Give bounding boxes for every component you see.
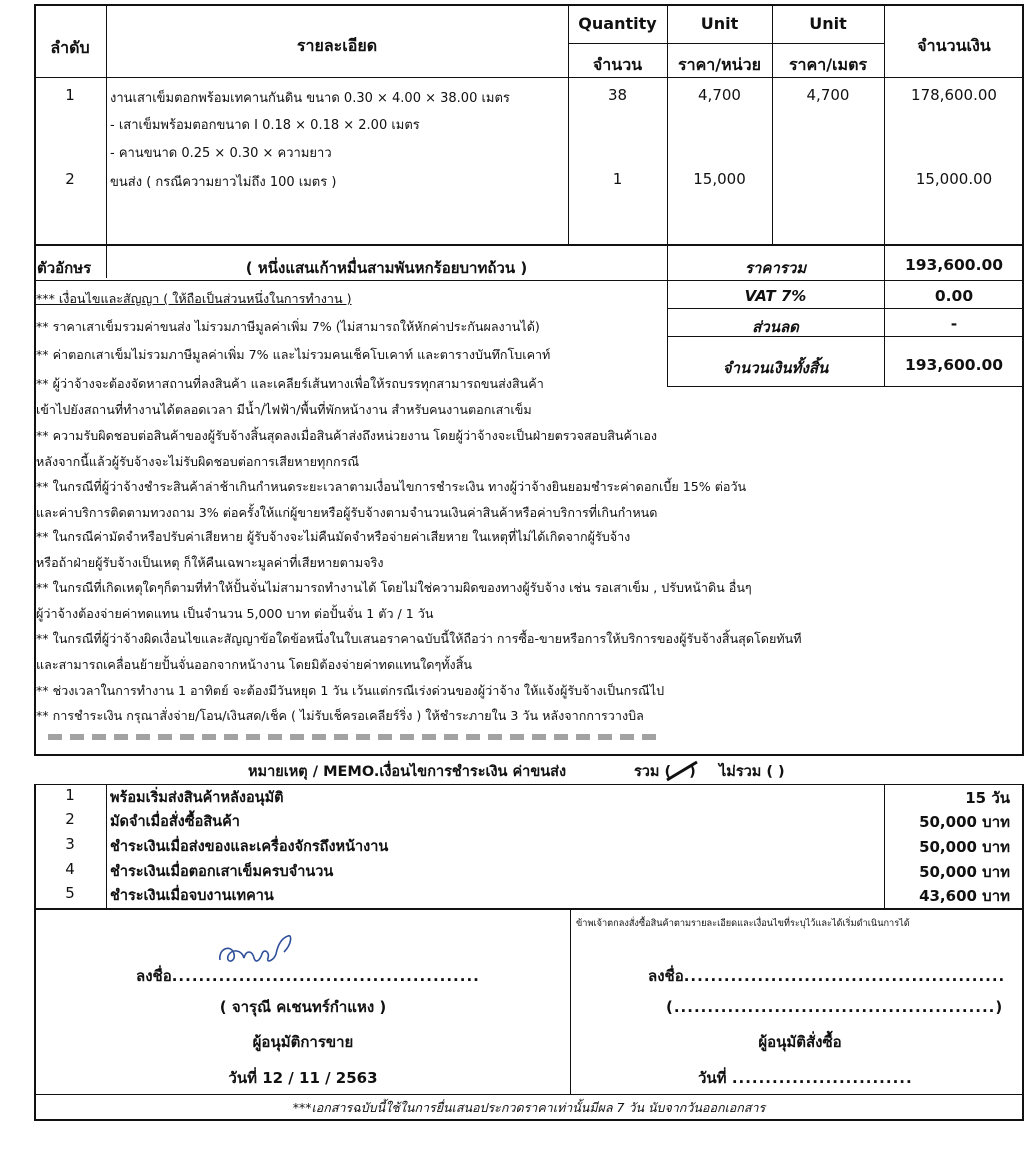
condition-line: หรือถ้าฝ่ายผู้รับจ้างเป็นเหตุ ก็ให้คืนเฉพาะมูลค่าที่เสียหายตามจริง xyxy=(36,555,384,570)
item-qty: 38 xyxy=(607,86,628,104)
memo-included-close: ) xyxy=(689,764,696,780)
condition-line: และค่าบริการติดตามทวงถาม 3% ต่อครั้งให้แก่ผู้ขายหรือผู้รับจ้างตามจำนวนเงินค่าสินค้าหรือค่าบริการที่เกินกำหนด xyxy=(36,505,658,520)
vat-value: 0.00 xyxy=(934,287,974,305)
col-line xyxy=(568,6,569,244)
memo-right-border xyxy=(1022,784,1024,908)
memo-value: 15 วัน xyxy=(965,789,1010,807)
right-signer-name-line: (................................................) xyxy=(666,998,1004,1016)
item-unit-price: 4,700 xyxy=(698,86,741,104)
subtotal-label: ราคารวม xyxy=(744,259,807,277)
bottom-border xyxy=(34,1119,1024,1121)
item-meter-price: 4,700 xyxy=(806,86,850,104)
subtotal-value: 193,600.00 xyxy=(904,256,1004,274)
words-bottom-line xyxy=(34,280,1024,281)
header-unit-en: Unit xyxy=(700,14,739,33)
memo-value: 43,600 บาท xyxy=(919,887,1010,905)
memo-excluded: ไม่รวม ( ) xyxy=(719,764,785,780)
condition-line: ผู้ว่าจ้างต้องจ่ายค่าทดแทน เป็นจำนวน 5,000 บาท ต่อปั้นจั่น 1 ตัว / 1 วัน xyxy=(36,606,434,621)
memo-no: 3 xyxy=(65,835,75,853)
header-qty-en: Quantity xyxy=(578,14,657,33)
condition-line: ** ช่วงเวลาในการทำงาน 1 อาทิตย์ จะต้องมีวันหยุด 1 วัน เว้นแต่กรณีเร่งด่วนของผู้ว่าจ้าง ให้แจ้งผู้รับจ้างเป็นกรณีไป xyxy=(36,683,665,698)
right-signer-role: ผู้อนุมัติสั่งซื้อ xyxy=(758,1033,842,1051)
buyer-agreement-note: ข้าพเจ้าตกลงสั่งซื้อสินค้าตามรายละเอียดและเงื่อนไขที่ระบุไว้และได้เริ่มดำเนินการได้ xyxy=(576,918,910,929)
vat-label: VAT 7% xyxy=(744,287,807,305)
memo-text: ชำระเงินเมื่อจบงานเทคาน xyxy=(110,888,274,904)
obscured-text xyxy=(48,734,658,740)
col-line xyxy=(772,6,773,244)
memo-text: ชำระเงินเมื่อส่งของและเครื่องจักรถึงหน้างาน xyxy=(110,839,389,855)
condition-line: ** ความรับผิดชอบต่อสินค้าของผู้รับจ้างสิ้นสุดลงเมื่อสินค้าส่งถึงหน่วยงาน โดยผู้ว่าจ้างจะเป็นฝ่ายตรวจสอบสินค้าเอง xyxy=(36,428,658,443)
header-split-line xyxy=(568,43,884,44)
left-signer-role: ผู้อนุมัติการขาย xyxy=(252,1033,354,1051)
sign-right-border xyxy=(1022,908,1024,1120)
right-sign-line xyxy=(648,964,1005,988)
memo-no: 4 xyxy=(65,860,75,878)
item-detail: งานเสาเข็มตอกพร้อมเทคานกันดิน ขนาด 0.30 × 4.00 × 38.00 เมตร xyxy=(110,91,510,106)
conditions-heading: *** เงื่อนไขและสัญญา ( ให้ถือเป็นส่วนหนึ่งในการทำงาน ) xyxy=(36,291,352,306)
left-sign-line xyxy=(136,964,480,988)
header-qty-th: จำนวน xyxy=(592,55,643,74)
memo-no: 2 xyxy=(65,810,75,828)
footer-note: ***เอกสารฉบับนี้ใช้ในการยื่นเสนอประกวดราคาเท่านั้นมีผล 7 วัน นับจากวันออกเอกสาร xyxy=(292,1100,766,1115)
condition-line: หลังจากนี้แล้วผู้รับจ้างจะไม่รับผิดชอบต่อการเสียหายทุกกรณี xyxy=(36,454,360,469)
condition-line: เข้าไปยังสถานที่ทำงานได้ตลอดเวลา มีน้ำ/ไฟฟ้า/พื้นที่พักหน้างาน สำหรับคนงานตอกเสาเข็ม xyxy=(36,402,532,417)
memo-value: 50,000 บาท xyxy=(919,863,1010,881)
condition-line: ** การชำระเงิน กรุณาสั่งจ่าย/โอน/เงินสด/เช็ค ( ไม่รับเช็ครอเคลียร์ริ่ง ) ให้ชำระภายใน 3 วัน หลังจากการวางบิล xyxy=(36,708,644,723)
condition-line: ** ในกรณีที่ผู้ว่าจ้างผิดเงื่อนไขและสัญญาข้อใดข้อหนึ่งในใบเสนอราคาฉบับนี้ให้ถือว่า การซื้อ-ขายหรือการให้บริการของผู้รับจ้างสิ้นสุดโดยทันที xyxy=(36,631,802,646)
memo-text: ชำระเงินเมื่อตอกเสาเข็มครบจำนวน xyxy=(110,864,334,880)
top-border xyxy=(34,4,1024,6)
header-amount: จำนวนเงิน xyxy=(917,36,991,55)
memo-col-line xyxy=(106,784,107,908)
grand-total-value: 193,600.00 xyxy=(904,356,1004,374)
condition-line: ** ค่าตอกเสาเข็มไม่รวมภาษีมูลค่าเพิ่ม 7% และไม่รวมคนเช็คโบเคาท์ และตารางบันทึกโบเคาท์ xyxy=(36,347,551,362)
right-sign-dots: ................................................ xyxy=(683,967,1006,985)
header-detail: รายละเอียด xyxy=(296,36,378,55)
grand-total-label: จำนวนเงินทั้งสิ้น xyxy=(722,359,829,377)
totals-line xyxy=(667,308,1024,309)
item-unit-price: 15,000 xyxy=(693,170,746,188)
right-border xyxy=(1022,4,1024,756)
left-sign-label: ลงชื่อ xyxy=(136,967,172,985)
right-date-dots: ........................... xyxy=(731,1069,913,1087)
items-bottom-line xyxy=(34,244,1024,246)
condition-line: ** ผู้ว่าจ้างจะต้องจัดหาสถานที่ลงสินค้า และเคลียร์เส้นทางเพื่อให้รถบรรทุกสามารถขนส่งสินค้า xyxy=(36,376,544,391)
item-no: 1 xyxy=(65,86,75,104)
item-detail: - คานขนาด 0.25 × 0.30 × ความยาว xyxy=(110,146,332,161)
right-date-label: วันที่ xyxy=(698,1069,727,1087)
memo-text: มัดจำเมื่อสั่งซื้อสินค้า xyxy=(110,814,240,830)
sign-top-line xyxy=(34,908,1024,910)
memo-title: หมายเหตุ / MEMO.เงื่อนไขการชำระเงิน ค่าขนส่ง xyxy=(248,764,567,780)
memo-included-open: รวม ( xyxy=(634,764,672,780)
left-sign-dots: .............................................. xyxy=(171,967,480,985)
left-signer-name: ( จารุณี คเชนทร์กำแหง ) xyxy=(219,998,387,1016)
discount-label: ส่วนลด xyxy=(752,318,799,336)
item-detail: ขนส่ง ( กรณีความยาวไม่ถึง 100 เมตร ) xyxy=(110,175,337,190)
header-meter-th: ราคา/เมตร xyxy=(788,55,868,74)
right-sign-date xyxy=(698,1066,913,1090)
discount-value: - xyxy=(950,315,958,333)
header-no: ลำดับ xyxy=(50,38,90,57)
memo-value: 50,000 บาท xyxy=(919,813,1010,831)
condition-line: ** ในกรณีค่ามัดจำหรือปรับค่าเสียหาย ผู้รับจ้างจะไม่คืนมัดจำหรือจ่ายค่าเสียหาย ในเหตุที่ไม่ได้เกิดจากผู้รับจ้าง xyxy=(36,529,631,544)
left-sign-date: วันที่ 12 / 11 / 2563 xyxy=(228,1069,378,1087)
memo-top-line xyxy=(34,754,1024,756)
memo-no: 1 xyxy=(65,786,75,804)
sign-divider xyxy=(570,908,571,1094)
item-amount: 15,000.00 xyxy=(915,170,993,188)
item-detail: - เสาเข็มพร้อมตอกขนาด I 0.18 × 0.18 × 2.00 เมตร xyxy=(110,118,420,133)
condition-line: และสามารถเคลื่อนย้ายปั้นจั่นออกจากหน้างาน โดยมิต้องจ่ายค่าทดแทนใดๆทั้งสิ้น xyxy=(36,657,472,672)
condition-line: ** ราคาเสาเข็มรวมค่าขนส่ง ไม่รวมภาษีมูลค่าเพิ่ม 7% (ไม่สามารถให้หักค่าประกันผลงานได้) xyxy=(36,319,540,334)
memo-text: พร้อมเริ่มส่งสินค้าหลังอนุมัติ xyxy=(110,790,284,806)
totals-bottom-line xyxy=(667,386,1024,387)
footer-top-line xyxy=(34,1094,1024,1095)
item-amount: 178,600.00 xyxy=(911,86,997,104)
right-sign-label: ลงชื่อ xyxy=(648,967,684,985)
memo-value: 50,000 บาท xyxy=(919,838,1010,856)
memo-header-line xyxy=(34,784,1024,785)
checkmark-icon xyxy=(663,760,703,782)
condition-line: ** ในกรณีที่เกิดเหตุใดๆก็ตามที่ทำให้ปั้นจั่นไม่สามารถทำงานได้ โดยไม่ใช่ความผิดของทางผู้รับจ้าง เช่น รอเสาเข็ม , ปรับหน้าดิน อื่นๆ xyxy=(36,580,752,595)
header-meter-en: Unit xyxy=(809,14,847,33)
amount-in-words: ( หนึ่งแสนเก้าหมื่นสามพันหกร้อยบาทถ้วน ) xyxy=(245,259,528,277)
header-unit-th: ราคา/หน่วย xyxy=(678,55,761,74)
memo-no: 5 xyxy=(65,884,75,902)
item-qty: 1 xyxy=(612,170,623,188)
item-no: 2 xyxy=(65,170,75,188)
condition-line: ** ในกรณีที่ผู้ว่าจ้างชำระสินค้าล่าช้าเกินกำหนดระยะเวลาตามเงื่อนไขการชำระเงิน ทางผู้ว่าจ้างยินยอมชำระค่าดอกเบี้ย 15% ต่อวัน xyxy=(36,479,747,494)
words-label: ตัวอักษร xyxy=(37,259,92,277)
